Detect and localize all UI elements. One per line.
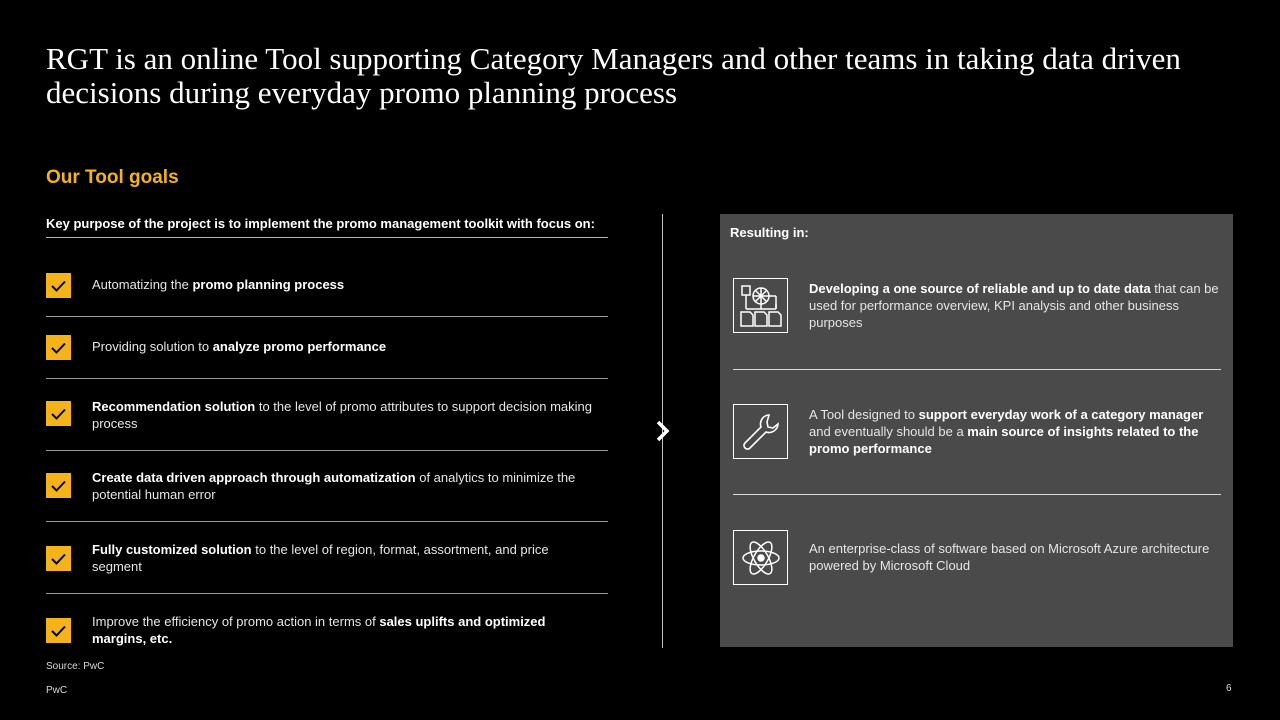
goal-text: Fully customized solution to the level of region, format, assortment, and price segment bbox=[92, 542, 549, 574]
checkbox-checked-icon bbox=[46, 618, 71, 643]
data-hierarchy-icon bbox=[733, 278, 788, 333]
result-item bbox=[733, 404, 1221, 484]
goals-intro: Key purpose of the project is to implement the promo management toolkit with focus on: bbox=[46, 215, 608, 238]
results-heading: Resulting in: bbox=[730, 225, 809, 240]
result-text: Developing a one source of reliable and up to date data that can be used for performance overview, KPI analysis and other business purposes bbox=[809, 281, 1219, 330]
page-title: RGT is an online Tool supporting Category Managers and other teams in taking data driven decisions during everyday promo planning process bbox=[46, 41, 1181, 110]
footer-brand: PwC bbox=[46, 685, 68, 696]
goal-item bbox=[46, 522, 608, 594]
goal-text: Automatizing the promo planning process bbox=[92, 277, 345, 292]
goal-text: Providing solution to analyze promo performance bbox=[92, 339, 387, 354]
checkbox-checked-icon bbox=[46, 335, 71, 360]
result-text: A Tool designed to support everyday work of a category manager and eventually should be a main source of insights related to the promo performance bbox=[809, 407, 1204, 456]
goal-item bbox=[46, 451, 608, 522]
page-number: 6 bbox=[1226, 683, 1232, 694]
result-item bbox=[733, 530, 1221, 610]
wrench-icon bbox=[733, 404, 788, 459]
goal-item bbox=[46, 594, 608, 654]
goal-text: Improve the efficiency of promo action in terms of sales uplifts and optimized margins, etc. bbox=[92, 614, 546, 646]
atom-icon bbox=[733, 530, 788, 585]
checkbox-checked-icon bbox=[46, 546, 71, 571]
chevron-right-icon bbox=[654, 419, 672, 448]
checkbox-checked-icon bbox=[46, 401, 71, 426]
results-divider bbox=[733, 494, 1221, 495]
results-panel bbox=[720, 214, 1233, 647]
goal-text: Create data driven approach through automatization of analytics to minimize the potential human error bbox=[92, 470, 576, 502]
result-text: An enterprise-class of software based on Microsoft Azure architecture powered by Microsoft Cloud bbox=[809, 541, 1210, 573]
checkbox-checked-icon bbox=[46, 473, 71, 498]
goal-item bbox=[46, 317, 608, 379]
result-item bbox=[733, 278, 1221, 358]
checkbox-checked-icon bbox=[46, 273, 71, 298]
goal-text: Recommendation solution to the level of promo attributes to support decision making process bbox=[92, 399, 592, 431]
source-note: Source: PwC bbox=[46, 661, 105, 672]
results-divider bbox=[733, 369, 1221, 370]
goal-item bbox=[46, 255, 608, 317]
goal-item bbox=[46, 379, 608, 451]
goals-heading: Our Tool goals bbox=[46, 167, 179, 188]
